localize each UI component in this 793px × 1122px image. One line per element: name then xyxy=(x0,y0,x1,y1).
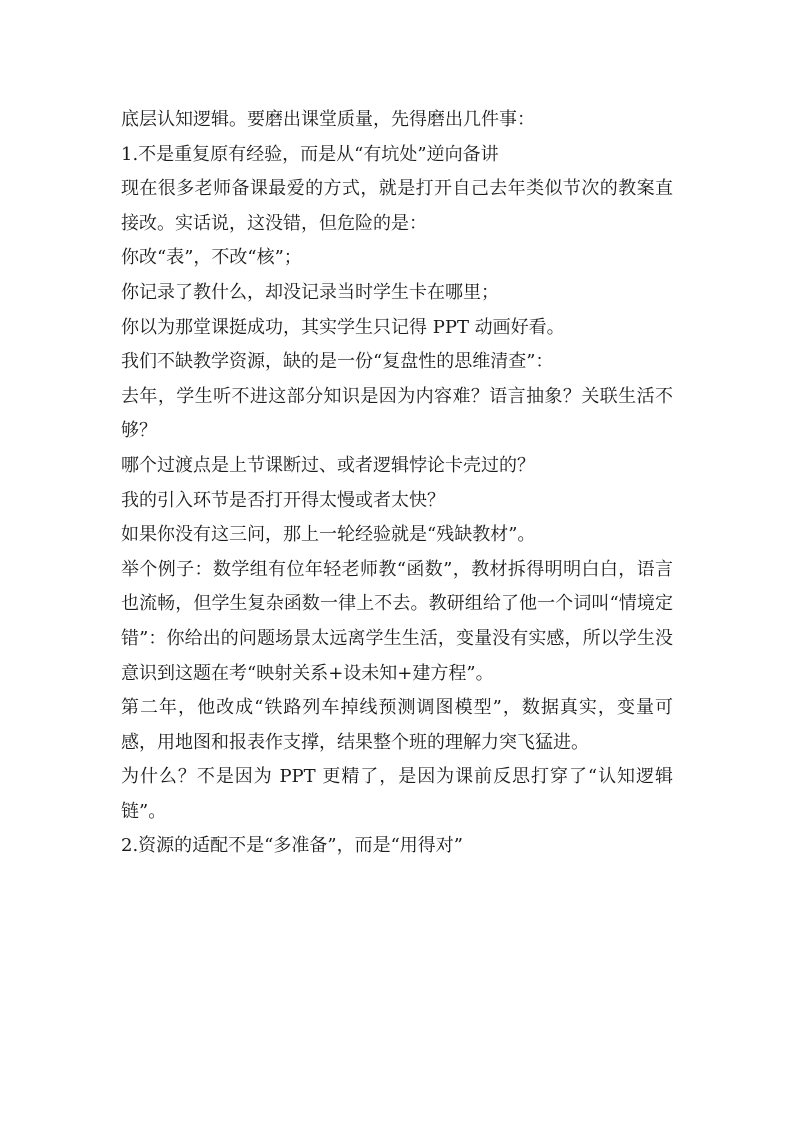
paragraph: 你改“表”，不改“核”； xyxy=(121,247,302,269)
section-heading-1: 1.不是重复原有经验，而是从“有坑处”逆向备讲 xyxy=(121,143,499,165)
document-body xyxy=(121,103,673,864)
paragraph: 去年，学生听不进这部分知识是因为内容难？语言抽象？关联生活不够？ xyxy=(121,385,673,442)
section-heading-2: 2.资源的适配不是“多准备”，而是“用得对” xyxy=(121,835,463,857)
paragraph: 第二年，他改成“铁路列车掉线预测调图模型”，数据真实，变量可感，用地图和报表作支撑，结果整个班的理解力突飞猛进。 xyxy=(121,697,673,753)
paragraph: 如果你没有这三问，那上一轮经验就是“残缺教材”。 xyxy=(121,524,536,546)
paragraph: 我们不缺教学资源，缺的是一份“复盘性的思维清查”： xyxy=(121,351,554,373)
paragraph: 我的引入环节是否打开得太慢或者太快？ xyxy=(121,489,445,511)
paragraph: 举个例子：数学组有位年轻老师教“函数”，教材拆得明明白白，语言也流畅，但学生复杂函数一律上不去。教研组给了他一个词叫“情境定错”：你给出的问题场景太远离学生生活，变量没有实感，所以学生没意识到这题在考“映射关系+设未知+建方程”。 xyxy=(121,558,673,684)
paragraph: 为什么？不是因为 PPT 更精了，是因为课前反思打穿了“认知逻辑链”。 xyxy=(121,766,673,822)
paragraph: 现在很多老师备课最爱的方式，就是打开自己去年类似节次的教案直接改。实话说，这没错，但危险的是： xyxy=(121,178,673,234)
paragraph: 你以为那堂课挺成功，其实学生只记得 PPT 动画好看。 xyxy=(121,316,565,338)
paragraph: 哪个过渡点是上节课断过、或者逻辑悖论卡壳过的？ xyxy=(121,454,535,476)
paragraph: 你记录了教什么，却没记录当时学生卡在哪里； xyxy=(121,281,499,303)
paragraph-intro: 底层认知逻辑。要磨出课堂质量，先得磨出几件事： xyxy=(121,109,535,130)
